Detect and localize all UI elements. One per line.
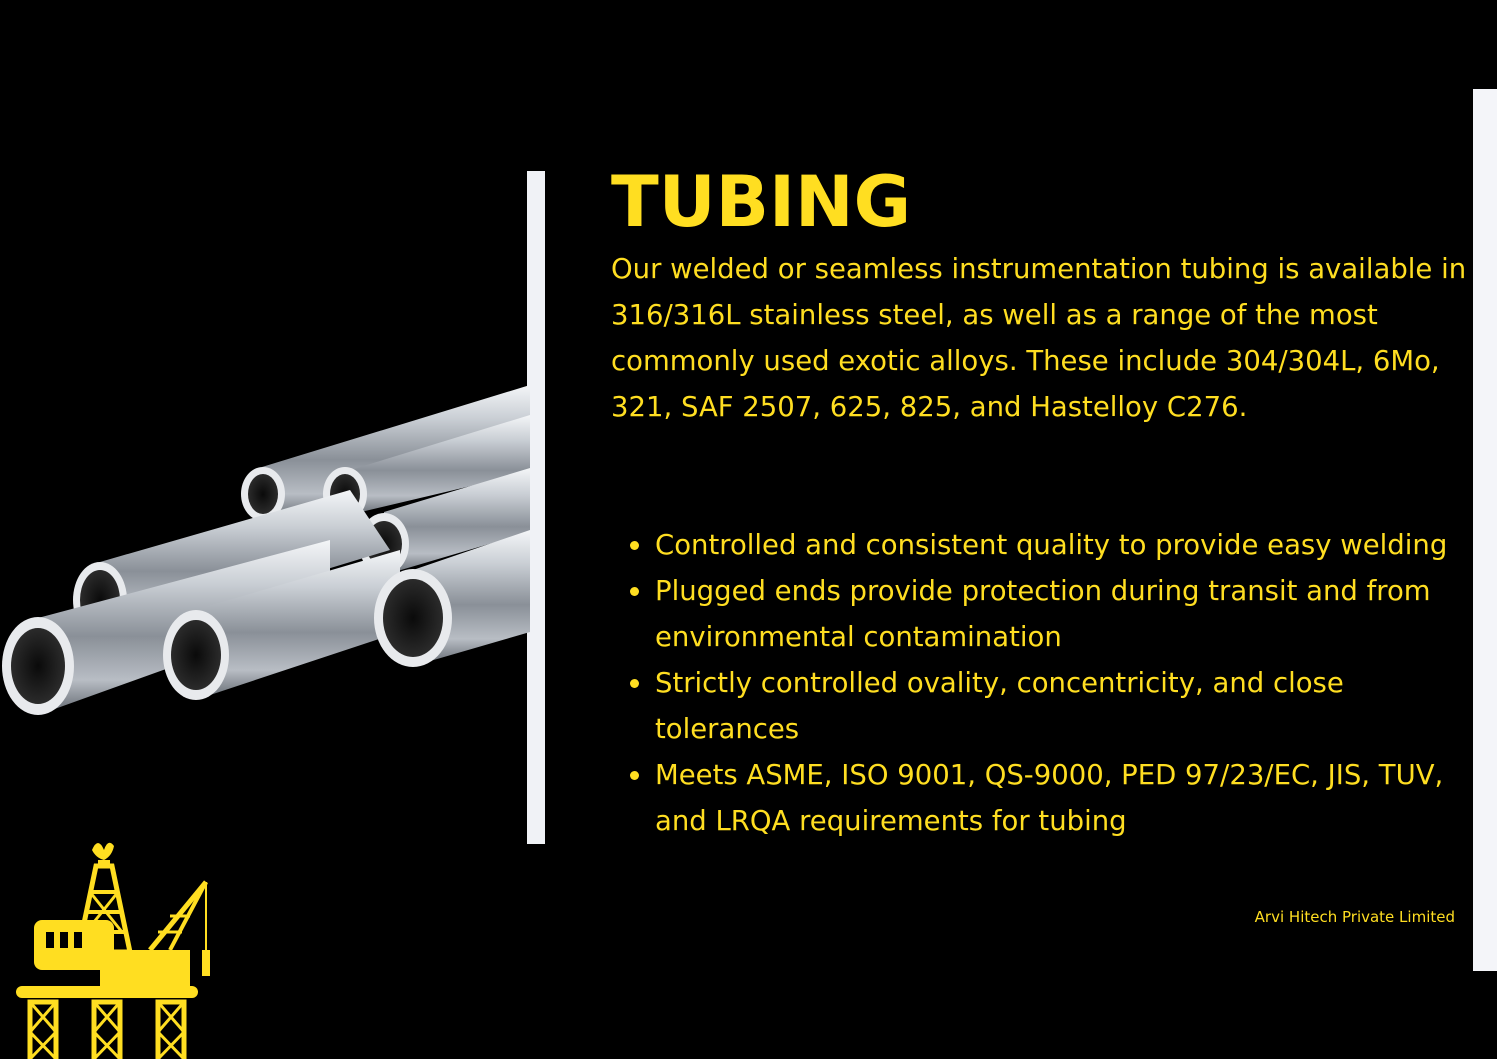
company-name: Arvi Hitech Private Limited — [1254, 908, 1455, 926]
feature-item: Meets ASME, ISO 9001, QS-9000, PED 97/23/EC, JIS, TUV, and LRQA requirements for tubing — [611, 752, 1471, 844]
feature-item: Plugged ends provide protection during transit and from environmental contamination — [611, 568, 1471, 660]
feature-item: Strictly controlled ovality, concentricity, and close tolerances — [611, 660, 1471, 752]
oil-rig-icon — [10, 832, 220, 1059]
intro-paragraph: Our welded or seamless instrumentation tubing is available in 316/316L stainless steel, as well as a range of the most commonly used exotic alloys. These include 304/304L, 6Mo, 321, SAF 2507, 625, 825, and Hastelloy C276. — [611, 253, 1467, 423]
feature-item: Controlled and consistent quality to provide easy welding — [611, 522, 1471, 568]
page-title: TUBING — [611, 161, 912, 243]
feature-list — [611, 522, 1471, 844]
right-edge-panel — [1473, 89, 1497, 971]
steel-tubes-image — [0, 370, 530, 730]
